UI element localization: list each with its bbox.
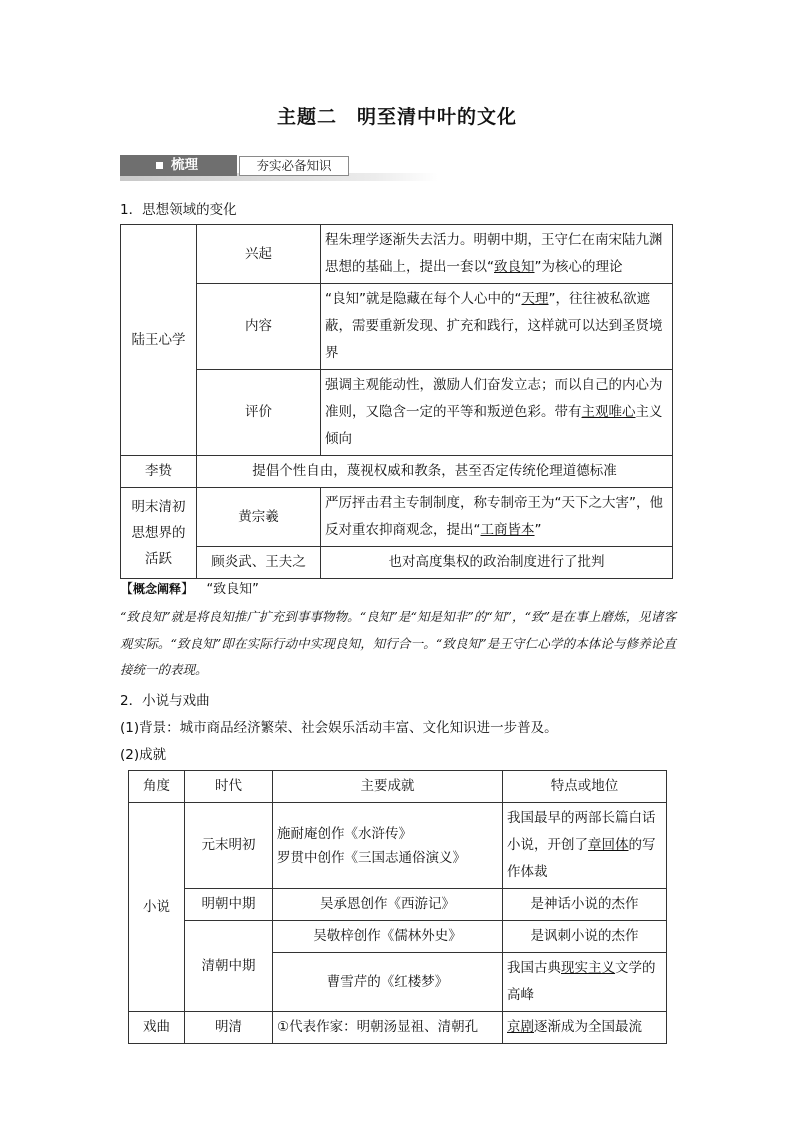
note-label: 【概念阐释】 “致良知” [120, 582, 259, 597]
novel-label: 小说 [129, 803, 185, 1012]
yuan-feature: 我国最早的两部长篇白话小说，开创了章回体的写作体裁 [503, 803, 667, 889]
li-zhi-text: 提倡个性自由，蔑视权威和教条，甚至否定传统伦理道德标准 [197, 456, 673, 488]
square-bullet-icon [156, 162, 163, 169]
rise-label: 兴起 [197, 225, 321, 284]
header-achievement: 主要成就 [273, 771, 503, 803]
content-text: “良知”就是隐藏在每个人心中的“天理”，往往被私欲遮蔽，需要重新发现、扩充和践行，这样就可以达到圣贤境界 [321, 284, 673, 370]
eval-text: 强调主观能动性，激励人们奋发立志；而以自己的内心为准则，又隐含一定的平等和叛逆色彩。带有主观唯心主义倾向 [321, 370, 673, 456]
header-era: 时代 [185, 771, 273, 803]
note-term: “致良知” [206, 582, 259, 597]
yuan-era: 元末明初 [185, 803, 273, 889]
page-title: 主题二 明至清中叶的文化 [276, 106, 517, 128]
section1-heading: 1．思想领域的变化 [120, 202, 237, 218]
huang-text: 严厉抨击君主专制制度，称专制帝王为“天下之大害”，他反对重农抑商观念，提出“工商皆本” [321, 488, 673, 547]
cao-work: 曹雪芹的《红楼梦》 [273, 953, 503, 1012]
content-label: 内容 [197, 284, 321, 370]
mid-ming-era: 明朝中期 [185, 889, 273, 921]
header-feature: 特点或地位 [503, 771, 667, 803]
literature-table [128, 770, 667, 1044]
section-banner [120, 155, 438, 181]
opera-era: 明清 [185, 1012, 273, 1044]
note-body: “致良知”就是将良知推广扩充到事事物物。“良知”是“知是知非”的“知”，“致”是在事上磨炼，见诸客观实际。“致良知”即在实际行动中实现良知，知行合一。“致良知”是王守仁心学的本体论与修养论直接统一的表现。 [120, 609, 676, 677]
banner-label: 梳理 [171, 157, 198, 173]
cao-feature: 我国古典现实主义文学的高峰 [503, 953, 667, 1012]
late-ming-label: 明末清初思想界的活跃 [121, 488, 197, 579]
wu-work: 吴敬梓创作《儒林外史》 [273, 921, 503, 953]
background-text: (1)背景：城市商品经济繁荣、社会娱乐活动丰富、文化知识进一步普及。 [120, 720, 558, 736]
banner-label-box [120, 155, 237, 176]
section2-heading: 2．小说与戏曲 [120, 693, 210, 709]
opera-label: 戏曲 [129, 1012, 185, 1044]
thought-table [120, 224, 673, 579]
wu-feature: 是讽刺小说的杰作 [503, 921, 667, 953]
rise-text: 程朱理学逐渐失去活力。明朝中期，王守仁在南宋陆九渊思想的基础上，提出一套以“致良知”为核心的理论 [321, 225, 673, 284]
mid-qing-era: 清朝中期 [185, 921, 273, 1012]
yuan-works: 施耐庵创作《水浒传》 罗贯中创作《三国志通俗演义》 [273, 803, 503, 889]
gu-text: 也对高度集权的政治制度进行了批判 [321, 547, 673, 579]
header-angle: 角度 [129, 771, 185, 803]
eval-label: 评价 [197, 370, 321, 456]
huang-name: 黄宗羲 [197, 488, 321, 547]
opera-work: ①代表作家：明朝汤显祖、清朝孔 [273, 1012, 503, 1044]
mid-ming-work: 吴承恩创作《西游记》 [273, 889, 503, 921]
banner-tag: 夯实必备知识 [239, 156, 349, 176]
achievements-heading: (2)成就 [120, 747, 167, 763]
opera-feature: 京剧逐渐成为全国最流 [503, 1012, 667, 1044]
gu-name: 顾炎武、王夫之 [197, 547, 321, 579]
lu-wang-label: 陆王心学 [121, 225, 197, 456]
mid-ming-feature: 是神话小说的杰作 [503, 889, 667, 921]
li-zhi-name: 李贽 [121, 456, 197, 488]
